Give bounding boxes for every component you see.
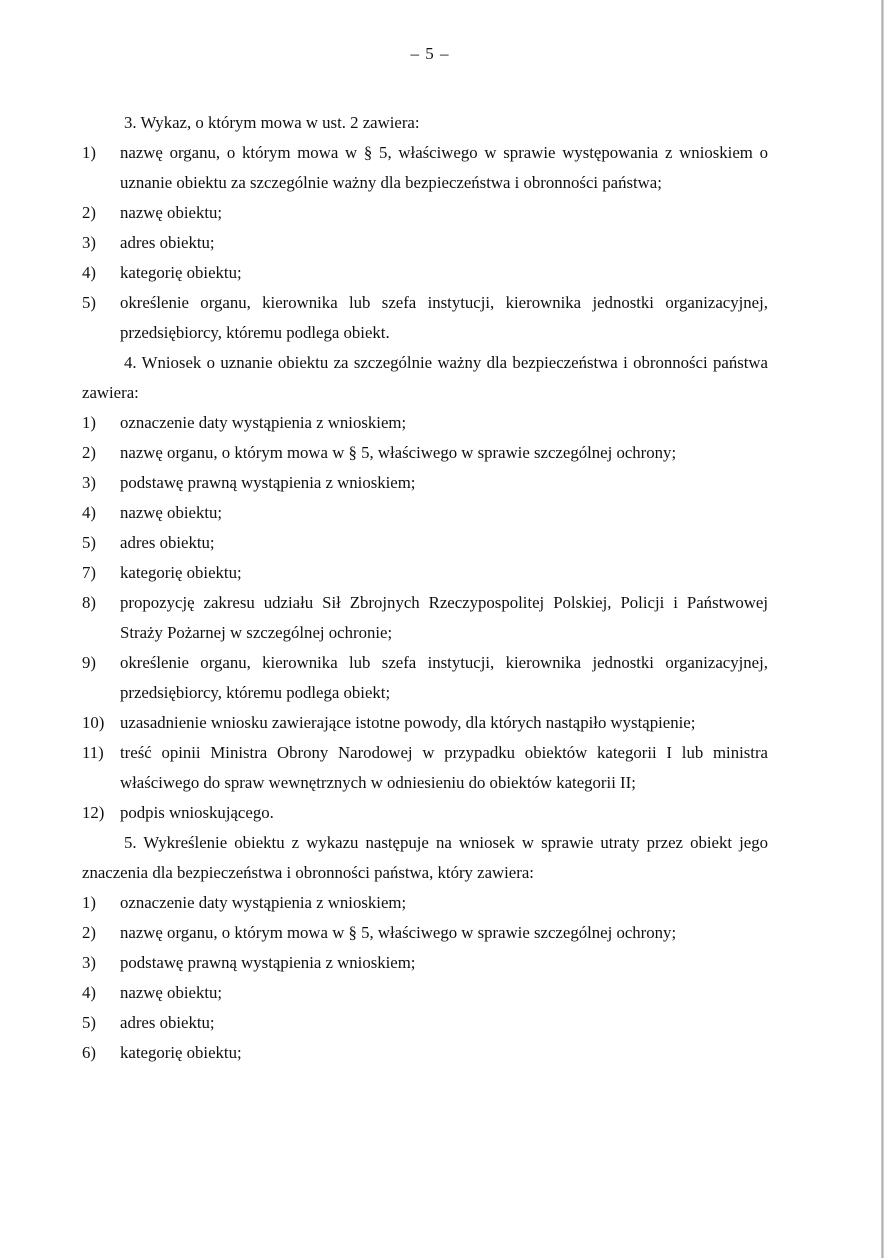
item-number: 2): [82, 923, 96, 942]
list-item: [82, 228, 768, 258]
item-number: 5): [82, 293, 96, 312]
section-4-intro: 4. Wniosek o uznanie obiektu za szczególnie ważny dla bezpieczeństwa i obronności państwa zawiera:: [82, 353, 768, 402]
list-item: [82, 978, 768, 1008]
section-4-list: [82, 408, 768, 828]
item-number: 3): [82, 953, 96, 972]
list-item: [82, 198, 768, 228]
item-number: 7): [82, 563, 96, 582]
list-item: [82, 1008, 768, 1038]
item-text: adres obiektu;: [120, 233, 215, 252]
item-text: nazwę organu, o którym mowa w § 5, właściwego w sprawie szczególnej ochrony;: [120, 443, 677, 462]
list-item: [82, 438, 768, 468]
item-text: oznaczenie daty wystąpienia z wnioskiem;: [120, 893, 407, 912]
item-number: 4): [82, 263, 96, 282]
item-number: 3): [82, 473, 96, 492]
list-item: [82, 468, 768, 498]
item-text: propozycję zakresu udziału Sił Zbrojnych Rzeczypospolitej Polskiej, Policji i Państwowej Straży Pożarnej w szczególnej ochronie;: [120, 593, 768, 642]
item-number: 2): [82, 203, 96, 222]
scan-edge-shadow: [881, 0, 884, 1258]
item-text: nazwę organu, o którym mowa w § 5, właściwego w sprawie występowania z wnioskiem o uznanie obiektu za szczególnie ważny dla bezpieczeństwa i obronności państwa;: [120, 143, 768, 192]
item-text: adres obiektu;: [120, 533, 215, 552]
item-number: 12): [82, 803, 105, 822]
item-text: podstawę prawną wystąpienia z wnioskiem;: [120, 953, 416, 972]
list-item: [82, 408, 768, 438]
item-text: określenie organu, kierownika lub szefa instytucji, kierownika jednostki organizacyjnej, przedsiębiorcy, któremu podlega obiekt.: [120, 293, 768, 342]
item-text: nazwę obiektu;: [120, 503, 223, 522]
item-text: treść opinii Ministra Obrony Narodowej w przypadku obiektów kategorii I lub ministra właściwego do spraw wewnętrznych w odniesieniu do obiektów kategorii II;: [120, 743, 768, 792]
list-item: [82, 558, 768, 588]
list-item: [82, 888, 768, 918]
list-item: [82, 588, 768, 648]
list-item: [82, 498, 768, 528]
item-text: adres obiektu;: [120, 1013, 215, 1032]
list-item: [82, 138, 768, 198]
list-item: [82, 738, 768, 798]
document-body: [82, 108, 768, 1068]
item-text: oznaczenie daty wystąpienia z wnioskiem;: [120, 413, 407, 432]
list-item: [82, 798, 768, 828]
item-text: określenie organu, kierownika lub szefa instytucji, kierownika jednostki organizacyjnej, przedsiębiorcy, któremu podlega obiekt;: [120, 653, 768, 702]
item-number: 11): [82, 743, 104, 762]
item-number: 3): [82, 233, 96, 252]
page-number: – 5 –: [410, 44, 450, 63]
item-text: kategorię obiektu;: [120, 263, 242, 282]
item-number: 1): [82, 143, 96, 162]
list-item: [82, 1038, 768, 1068]
item-number: 2): [82, 443, 96, 462]
list-item: [82, 948, 768, 978]
item-text: kategorię obiektu;: [120, 1043, 242, 1062]
item-number: 4): [82, 983, 96, 1002]
item-text: kategorię obiektu;: [120, 563, 242, 582]
item-number: 4): [82, 503, 96, 522]
list-item: [82, 648, 768, 708]
list-item: [82, 288, 768, 348]
item-number: 10): [82, 713, 105, 732]
item-number: 6): [82, 1043, 96, 1062]
item-text: nazwę organu, o którym mowa w § 5, właściwego w sprawie szczególnej ochrony;: [120, 923, 677, 942]
item-number: 5): [82, 533, 96, 552]
item-text: nazwę obiektu;: [120, 983, 223, 1002]
list-item: [82, 918, 768, 948]
section-5-list: [82, 888, 768, 1068]
item-text: podpis wnioskującego.: [120, 803, 274, 822]
list-item: [82, 528, 768, 558]
item-text: podstawę prawną wystąpienia z wnioskiem;: [120, 473, 416, 492]
item-number: 9): [82, 653, 96, 672]
item-text: nazwę obiektu;: [120, 203, 223, 222]
item-number: 8): [82, 593, 96, 612]
list-item: [82, 258, 768, 288]
section-5-intro: 5. Wykreślenie obiektu z wykazu następuje na wniosek w sprawie utraty przez obiekt jego znaczenia dla bezpieczeństwa i obronności państwa, który zawiera:: [82, 833, 768, 882]
item-number: 1): [82, 893, 96, 912]
item-text: uzasadnienie wniosku zawierające istotne powody, dla których nastąpiło wystąpienie;: [120, 713, 696, 732]
item-number: 1): [82, 413, 96, 432]
list-item: [82, 708, 768, 738]
section-3-list: [82, 138, 768, 348]
item-number: 5): [82, 1013, 96, 1032]
section-3-intro: 3. Wykaz, o którym mowa w ust. 2 zawiera:: [124, 113, 420, 132]
scan-margin: [884, 0, 894, 1258]
